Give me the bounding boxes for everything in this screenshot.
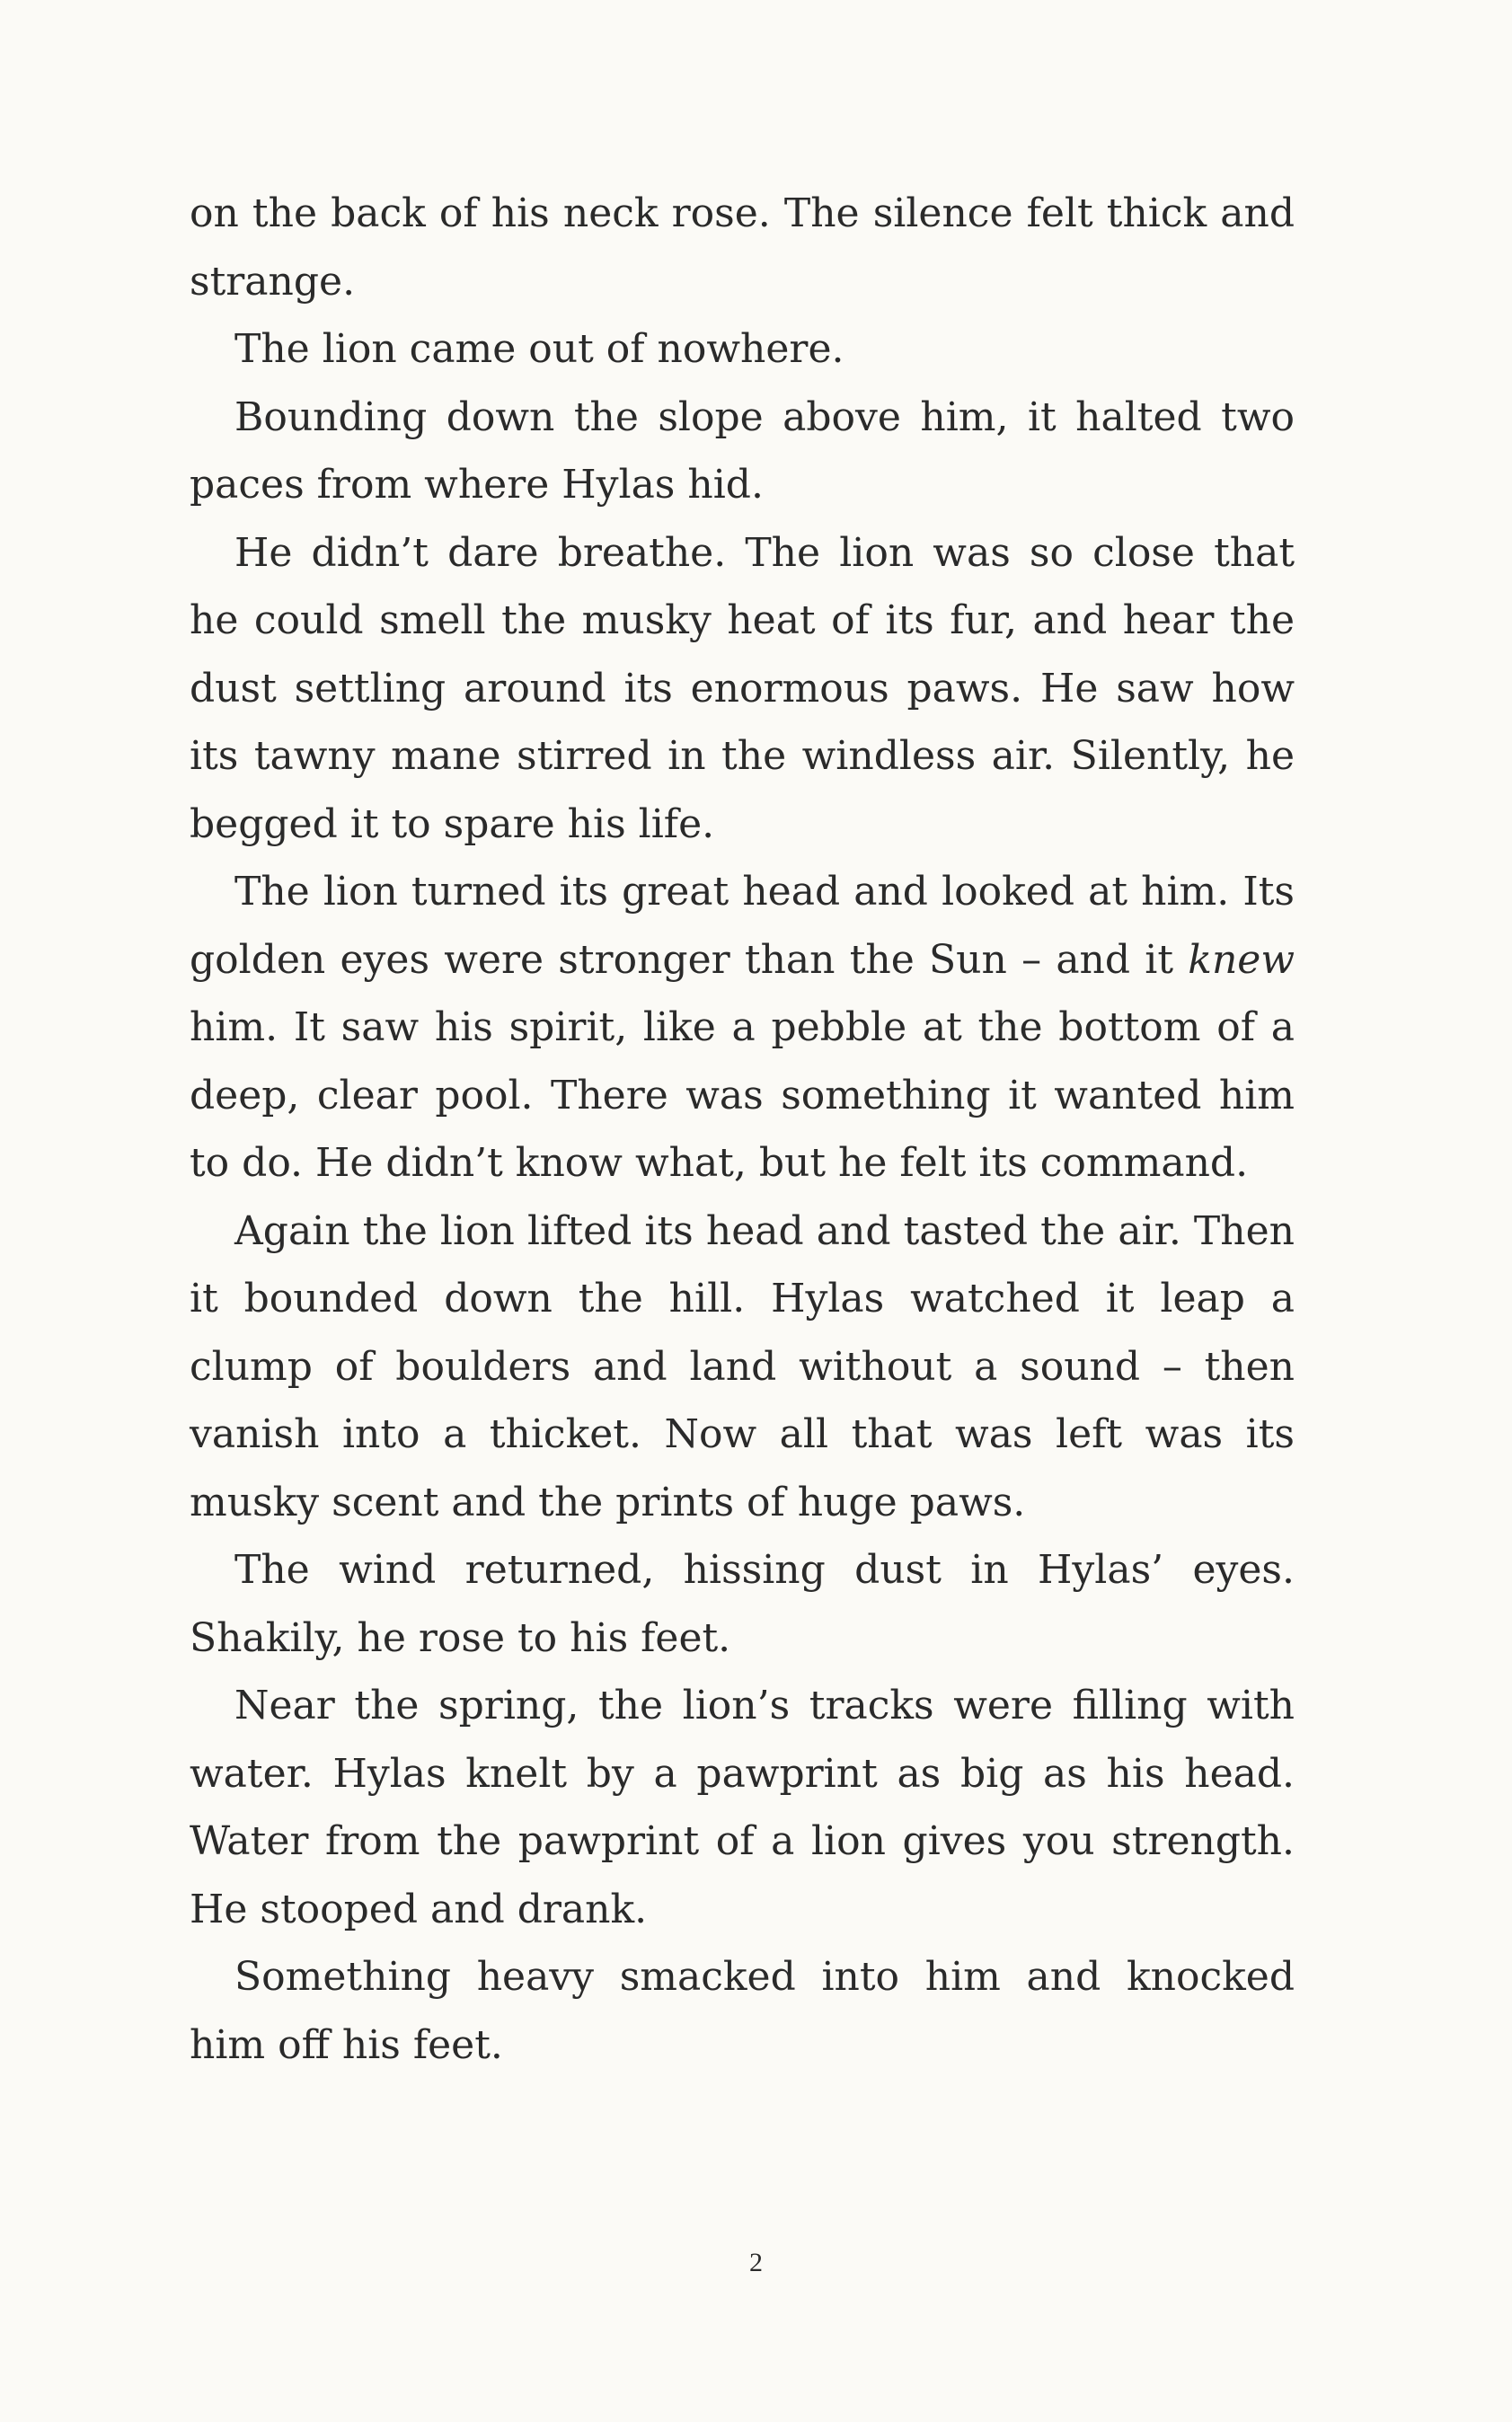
paragraph: Something heavy smacked into him and knocked him off his feet. (190, 1954, 1295, 2068)
paragraph: on the back of his neck rose. The silence felt thick and strange. (190, 190, 1295, 305)
paragraph: Bounding down the slope above him, it halted two paces from where Hylas hid. (190, 393, 1295, 508)
paragraph: Near the spring, the lion’s tracks were filling with water. Hylas knelt by a pawprint as big as his head. Water from the pawprint of a lion gives you strength. He stooped and drank. (190, 1683, 1295, 1932)
paragraph-text: him. It saw his spirit, like a pebble at the bottom of a deep, clear pool. There was something it wanted him to do. He didn’t know what, but he felt its command. (190, 1004, 1295, 1186)
paragraph (190, 858, 1295, 1198)
emphasized-word: knew (1188, 936, 1295, 983)
body-text (190, 180, 1295, 2079)
paragraph: He didn’t dare breathe. The lion was so close that he could smell the musky heat of its fur, and hear the dust settling around its enormous paws. He saw how its tawny mane stirred in the windless air. Silently, he begged it to spare his life. (190, 529, 1295, 847)
paragraph: Again the lion lifted its head and tasted the air. Then it bounded down the hill. Hylas watched it leap a clump of boulders and land without a sound – then vanish into a thicket. Now all that was left was its musky scent and the prints of huge paws. (190, 1207, 1295, 1525)
paragraph: The wind returned, hissing dust in Hylas’ eyes. Shakily, he rose to his feet. (190, 1547, 1295, 1661)
paragraph-text: The lion turned its great head and looked at him. Its golden eyes were stronger than the Sun – and it (190, 869, 1295, 983)
page-number: 2 (749, 2248, 763, 2277)
paragraph: The lion came out of nowhere. (234, 326, 844, 372)
